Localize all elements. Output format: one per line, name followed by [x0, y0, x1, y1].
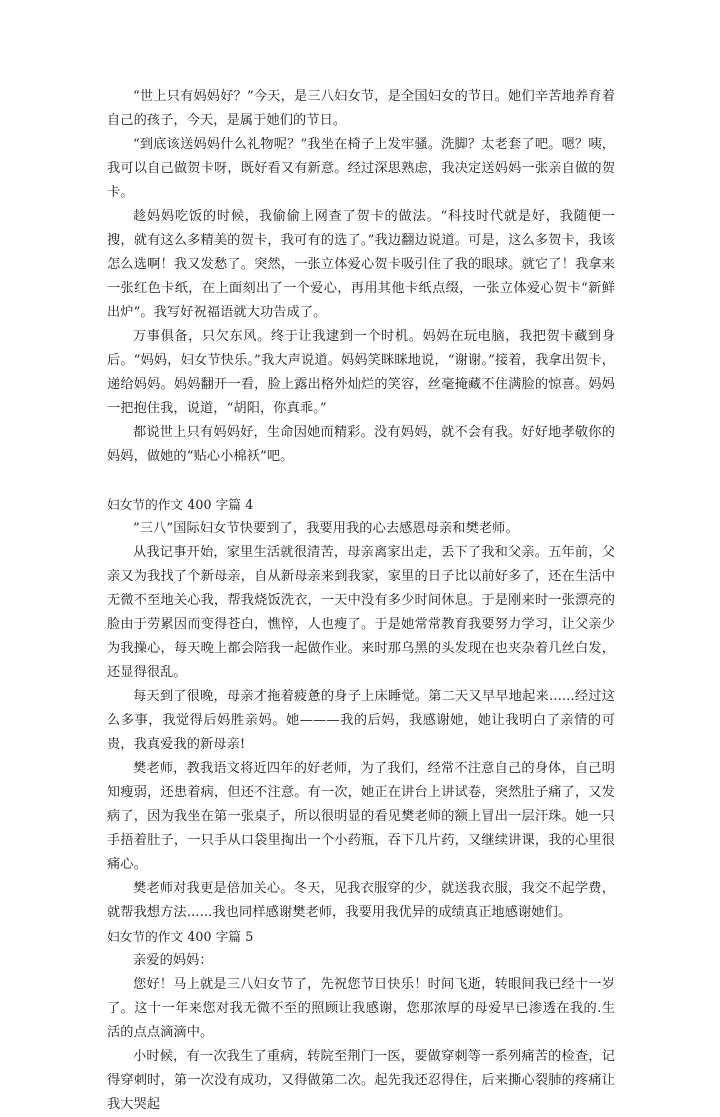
section-gap	[107, 469, 615, 493]
paragraph: 万事俱备，只欠东风。终于让我逮到一个时机。妈妈在玩电脑，我把贺卡藏到身后。“妈妈，妇女节快乐。”我大声说道。妈妈笑眯眯地说，“谢谢。”接着，我拿出贺卡，递给妈妈。妈妈翻开一看，脸上露出格外灿烂的笑容，丝毫掩藏不住满脸的惊喜。妈妈一把抱住我，说道，“胡阳，你真乖。”	[107, 329, 615, 416]
paragraph: ”三八”国际妇女节快要到了，我要用我的心去感恩母亲和樊老师。	[133, 521, 519, 536]
paragraph: 趁妈妈吃饭的时候，我偷偷上网查了贺卡的做法。“科技时代就是好，我随便一搜，就有这么多精美的贺卡，我可有的选了。”我边翻边说道。可是，这么多贺卡，我该怎么选啊！我又发愁了。突然，一张立体爱心贺卡吸引住了我的眼球。就它了！我拿来一张红色卡纸，在上面刻出了一个爱心，再用其他卡纸点缀，一张立体爱心贺卡“新鲜出炉”。我写好祝福语就大功告成了。	[107, 209, 615, 320]
paragraph: “到底该送妈妈什么礼物呢？”我坐在椅子上发牢骚。洗脚？太老套了吧。嗯？咦，我可以自己做贺卡呀，既好看又有新意。经过深思熟虑，我决定送妈妈一张亲自做的贺卡。	[107, 137, 615, 200]
paragraph: 都说世上只有妈妈好，生命因她而精彩。没有妈妈，就不会有我。好好地孝敬你的妈妈，做她的“贴心小棉袄”吧。	[107, 425, 615, 464]
paragraph: 每天到了很晚，母亲才拖着疲惫的身子上床睡觉。第二天又早早地起来......经过这么多事，我觉得后妈胜亲妈。她———我的后妈，我感谢她，她让我明白了亲情的可贵，我真爱我的新母亲!	[107, 689, 615, 752]
section-heading: 妇女节的作文 400 字篇 4	[107, 497, 254, 512]
paragraph: “世上只有妈妈好？”今天，是三八妇女节，是全国妇女的节日。她们辛苦地养育着自己的孩子，今天，是属于她们的节日。	[107, 89, 615, 128]
document-page	[107, 85, 615, 1117]
paragraph: 樊老师对我更是倍加关心。冬天，见我衣服穿的少，就送我衣服，我交不起学费，就帮我想方法......我也同样感谢樊老师，我要用我优异的成绩真正地感谢她们。	[107, 881, 615, 920]
paragraph: 小时候，有一次我生了重病，转院至荆门一医，要做穿刺等一系列痛苦的检查，记得穿刺时，第一次没有成功，又得做第二次。起先我还忍得住，后来撕心裂肺的疼痛让我大哭起	[107, 1049, 615, 1112]
section-heading: 妇女节的作文 400 字篇 5	[107, 929, 254, 944]
salutation: 亲爱的妈妈：	[133, 953, 213, 968]
paragraph: 您好！马上就是三八妇女节了，先祝您节日快乐！时间飞逝，转眼间我已经十一岁了。这十一年来您对我无微不至的照顾让我感谢，您那浓厚的母爱早已渗透在我的.生活的点点滴滴中。	[107, 977, 615, 1040]
paragraph: 从我记事开始，家里生活就很清苦，母亲离家出走，丢下了我和父亲。五年前，父亲又为我找了个新母亲，自从新母亲来到我家，家里的日子比以前好多了，还在生活中无微不至地关心我，帮我烧饭洗衣，一天中没有多少时间休息。于是刚来时一张漂亮的脸由于劳累因而变得苍白，憔悴，人也瘦了。于是她常常教育我要努力学习，让父亲少为我操心，每天晚上都会陪我一起做作业。来时那乌黑的头发现在也夹杂着几丝白发，还显得很乱。	[107, 545, 615, 680]
paragraph: 樊老师，教我语文将近四年的好老师，为了我们，经常不注意自己的身体，自己明知瘦弱，还患着病，但还不注意。有一次，她正在讲台上讲试卷，突然肚子痛了，又发病了，因为我坐在第一张桌子，所以很明显的看见樊老师的额上冒出一层汗珠。她一只手捂着肚子，一只手从口袋里掏出一个小药瓶，吞下几片药，又继续讲课，我的心里很痛心。	[107, 761, 615, 872]
